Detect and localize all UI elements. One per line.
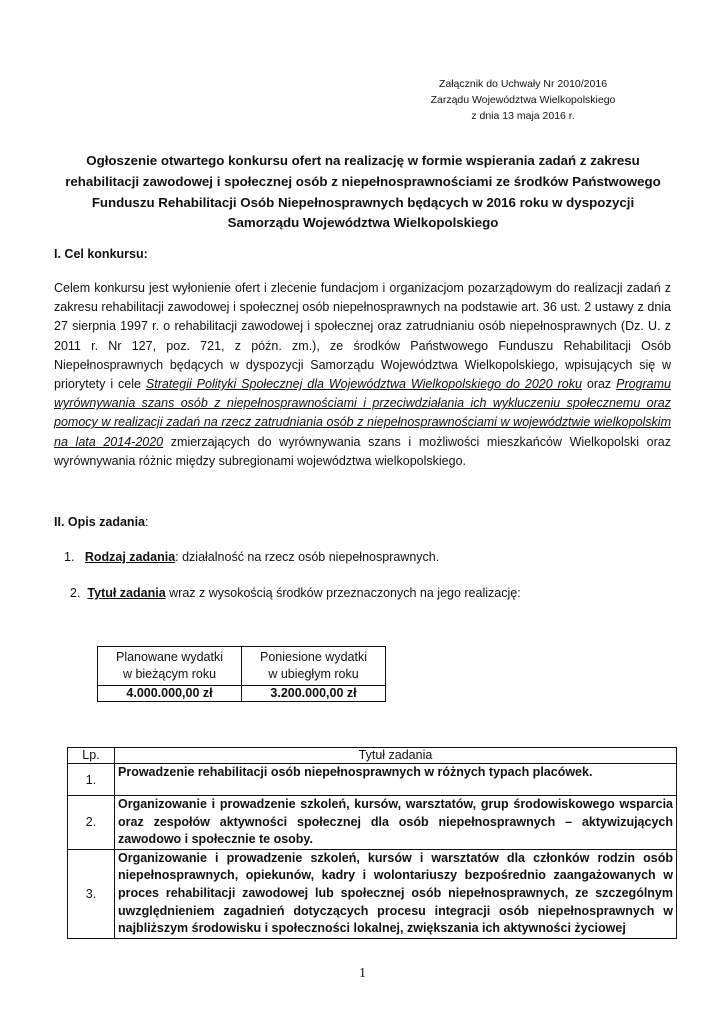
- table-row: [68, 796, 677, 850]
- task-lp: 1.: [68, 764, 115, 796]
- list-item-2-number: 2.: [70, 586, 81, 600]
- title-line-3: Funduszu Rehabilitacji Osób Niepełnosprawnych będących w 2016 roku w dyspozycji: [91, 194, 635, 210]
- list-item-1: [64, 550, 439, 564]
- attachment-line-1: Załącznik do Uchwały Nr 2010/2016: [438, 78, 608, 90]
- list-item-1-number: 1.: [64, 550, 75, 564]
- tasks-header-title: Tytuł zadania: [115, 748, 677, 764]
- title-line-1: Ogłoszenie otwartego konkursu ofert na realizację w formie wspierania zadań z zakresu: [86, 153, 640, 168]
- table-row: [68, 849, 677, 938]
- list-item-1-text: : działalność na rzecz osób niepełnosprawnych.: [175, 550, 440, 564]
- section-2-heading-colon: :: [145, 515, 149, 529]
- table-row: [68, 764, 677, 796]
- program-title: Programu wyrównywania szans osób z niepełnosprawnościami i przeciwdziałania ich wykluczeniu społecznemu oraz pomocy w realizacji zadań na rzecz zatrudniania osób z niepełnosprawnościami w województwie wielkopolskim na lata 2014-2020: [54, 377, 671, 449]
- list-item-1-label: Rodzaj zadania: [84, 550, 176, 564]
- list-item-2-text: wraz z wysokością środków przeznaczonych na jego realizację:: [165, 586, 521, 600]
- tasks-header-row: [68, 748, 677, 764]
- title-line-4: Samorządu Województwa Wielkopolskiego: [227, 215, 499, 231]
- body-text-part-2: oraz: [581, 377, 617, 392]
- budget-header-spent: [242, 647, 386, 686]
- budget-values-row: [98, 686, 386, 702]
- budget-header-spent-line-1: Poniesione wydatki: [259, 650, 367, 664]
- strategy-title: Strategii Polityki Społecznej dla Województwa Wielkopolskiego do 2020 roku: [145, 377, 582, 392]
- body-text-part-1: Celem konkursu jest wyłonienie ofert i zlecenie fundacjom i organizacjom pozarządowym do realizacji zadań z zakresu rehabilitacji zawodowej i społecznej osób niepełnosprawnych na podstawie art. 36 ust. 2 ustawy z dnia 27 sierpnia 1997 r. o rehabilitacji zawodowej i społecznej oraz zatrudnianiu osób niepełnosprawnych (Dz. U. z 2011 r. Nr 127, poz. 721, z późn. zm.), ze środków Państwowego Funduszu Rehabilitacji Osób Niepełnosprawnych będących w dyspozycji Samorządu Województwa Wielkopolskiego, wpisujących się w priorytety i cele: [54, 281, 671, 392]
- title-line-2: rehabilitacji zawodowej i społecznej osób z niepełnosprawnościami ze środków Państwowego: [65, 173, 661, 189]
- budget-header-planned: [98, 647, 242, 686]
- task-title: Organizowanie i prowadzenie szkoleń, kursów i warsztatów dla członków rodzin osób niepełnosprawnych, opiekunów, kadry i wolontariuszy bezpośrednio zaangażowanych w proces rehabilitacji zawodowej lub społecznej osób niepełnosprawnych, ze szczególnym uwzględnieniem zagadnień dotyczących procesu integracji osób niepełnosprawnych w najbliższym środowisku i społeczności lokalnej, zwiększania ich aktywności życiowej: [115, 849, 677, 938]
- budget-table: [97, 646, 386, 702]
- section-1-heading: I. Cel konkursu:: [54, 247, 148, 261]
- document-title: [52, 151, 674, 234]
- budget-value-planned: 4.000.000,00 zł: [98, 686, 242, 702]
- task-title: Organizowanie i prowadzenie szkoleń, kursów, warsztatów, grup środowiskowego wsparcia oraz zespołów aktywności społecznej dla osób niepełnosprawnych – aktywizujących zawodowo i społecznie te osoby.: [115, 796, 677, 850]
- task-lp: 3.: [68, 849, 115, 938]
- tasks-table: [67, 747, 677, 939]
- attachment-note: [413, 76, 633, 124]
- tasks-header-lp: Lp.: [68, 748, 115, 764]
- attachment-line-3: z dnia 13 maja 2016 r.: [471, 110, 575, 122]
- section-2-heading: [54, 515, 148, 529]
- budget-header-row: [98, 647, 386, 686]
- page-number: 1: [359, 966, 366, 981]
- list-item-2-label: Tytuł zadania: [87, 586, 166, 600]
- budget-value-spent: 3.200.000,00 zł: [242, 686, 386, 702]
- budget-header-spent-line-2: w ubiegłym roku: [268, 667, 359, 681]
- task-title: Prowadzenie rehabilitacji osób niepełnosprawnych w różnych typach placówek.: [115, 764, 677, 796]
- body-text-part-3: zmierzających do wyrównywania szans i możliwości mieszkańców Wielkopolski oraz wyrównywania różnic między subregionami województwa wielkopolskiego.: [54, 434, 672, 468]
- budget-header-planned-line-1: Planowane wydatki: [115, 650, 223, 664]
- section-1-body: [54, 279, 671, 471]
- budget-header-planned-line-2: w bieżącym roku: [122, 667, 217, 681]
- section-2-heading-text: II. Opis zadania: [54, 515, 145, 529]
- task-lp: 2.: [68, 796, 115, 850]
- attachment-line-2: Zarządu Województwa Wielkopolskiego: [430, 94, 616, 106]
- list-item-2: [70, 586, 521, 600]
